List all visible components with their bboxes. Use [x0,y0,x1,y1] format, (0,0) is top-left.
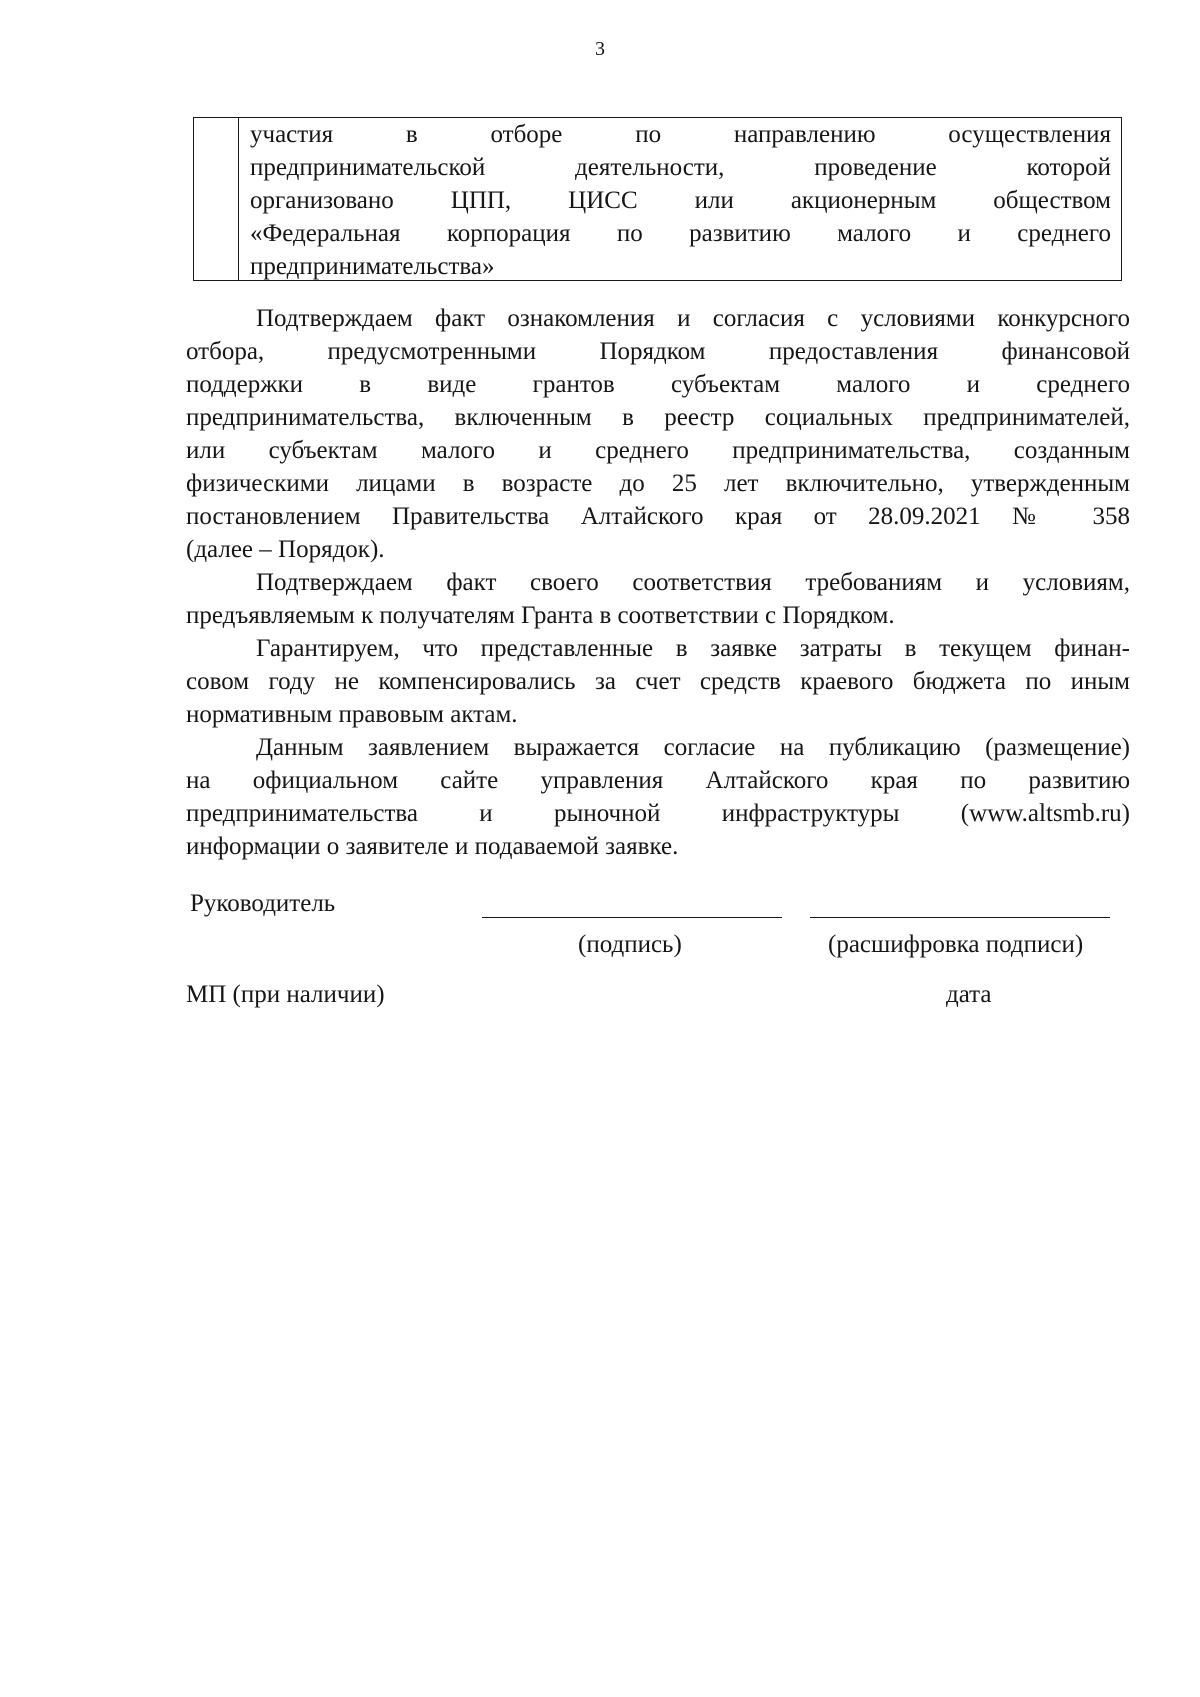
paragraph-line: Подтверждаем факт ознакомления и согласия с условиями конкурсного [256,305,1130,332]
signature-decoding-line [810,917,1110,918]
paragraph-line: отбора, предусмотренными Порядком предоставления финансовой [186,338,1130,365]
paragraph-compliance [186,566,1130,632]
signature-decoding-caption: (расшифровка подписи) [828,931,1084,958]
paragraph-line: информации о заявителе и подаваемой заявке. [186,833,679,860]
paragraph-line: нормативным правовым актам. [186,701,518,728]
table-line: организовано ЦПП, ЦИСС или акционерным обществом [250,187,1111,214]
table-line: участия в отборе по направлению осуществления [250,121,1111,148]
paragraph-line: Гарантируем, что представленные в заявке затраты в текущем финан- [256,635,1130,662]
table-cell-text [250,118,1111,283]
signature-caption: (подпись) [578,931,682,958]
paragraph-line: Подтверждаем факт своего соответствия требованиям и условиям, [256,569,1130,596]
paragraph-line: физическими лицами в возрасте до 25 лет включительно, утвержденным [186,470,1130,497]
paragraph-line: предпринимательства, включенным в реестр социальных предпринимателей, [186,404,1130,431]
table-line: «Федеральная корпорация по развитию малого и среднего [250,220,1111,247]
paragraph-line: совом году не компенсировались за счет средств краевого бюджета по иным [186,668,1130,695]
paragraph-line: постановлением Правительства Алтайского края от 28.09.2021 № 358 [186,503,1130,530]
head-label: Руководитель [190,890,336,917]
signature-line [482,917,782,918]
table-fragment [193,117,1122,281]
seal-label: МП (при наличии) [186,981,385,1008]
paragraph-line: (далее – Порядок). [186,536,385,563]
table-line: предпринимательской деятельности, проведение которой [250,154,1111,181]
page-number: 3 [595,38,605,60]
paragraph-publication-consent [186,731,1130,863]
paragraph-line: или субъектам малого и среднего предпринимательства, созданным [186,437,1130,464]
paragraph-familiarization [186,302,1130,566]
paragraph-line: поддержки в виде грантов субъектам малого и среднего [186,371,1130,398]
paragraph-line: предпринимательства и рыночной инфраструктуры (www.altsmb.ru) [186,800,1130,827]
date-label: дата [946,981,992,1008]
paragraph-line: на официальном сайте управления Алтайского края по развитию [186,767,1130,794]
paragraph-guarantee [186,632,1130,731]
paragraph-line: предъявляемым к получателям Гранта в соответствии с Порядком. [186,602,895,629]
document-body [186,302,1130,863]
table-line: предпринимательства» [250,253,495,280]
table-column-divider [238,118,239,280]
paragraph-line: Данным заявлением выражается согласие на публикацию (размещение) [256,734,1130,761]
